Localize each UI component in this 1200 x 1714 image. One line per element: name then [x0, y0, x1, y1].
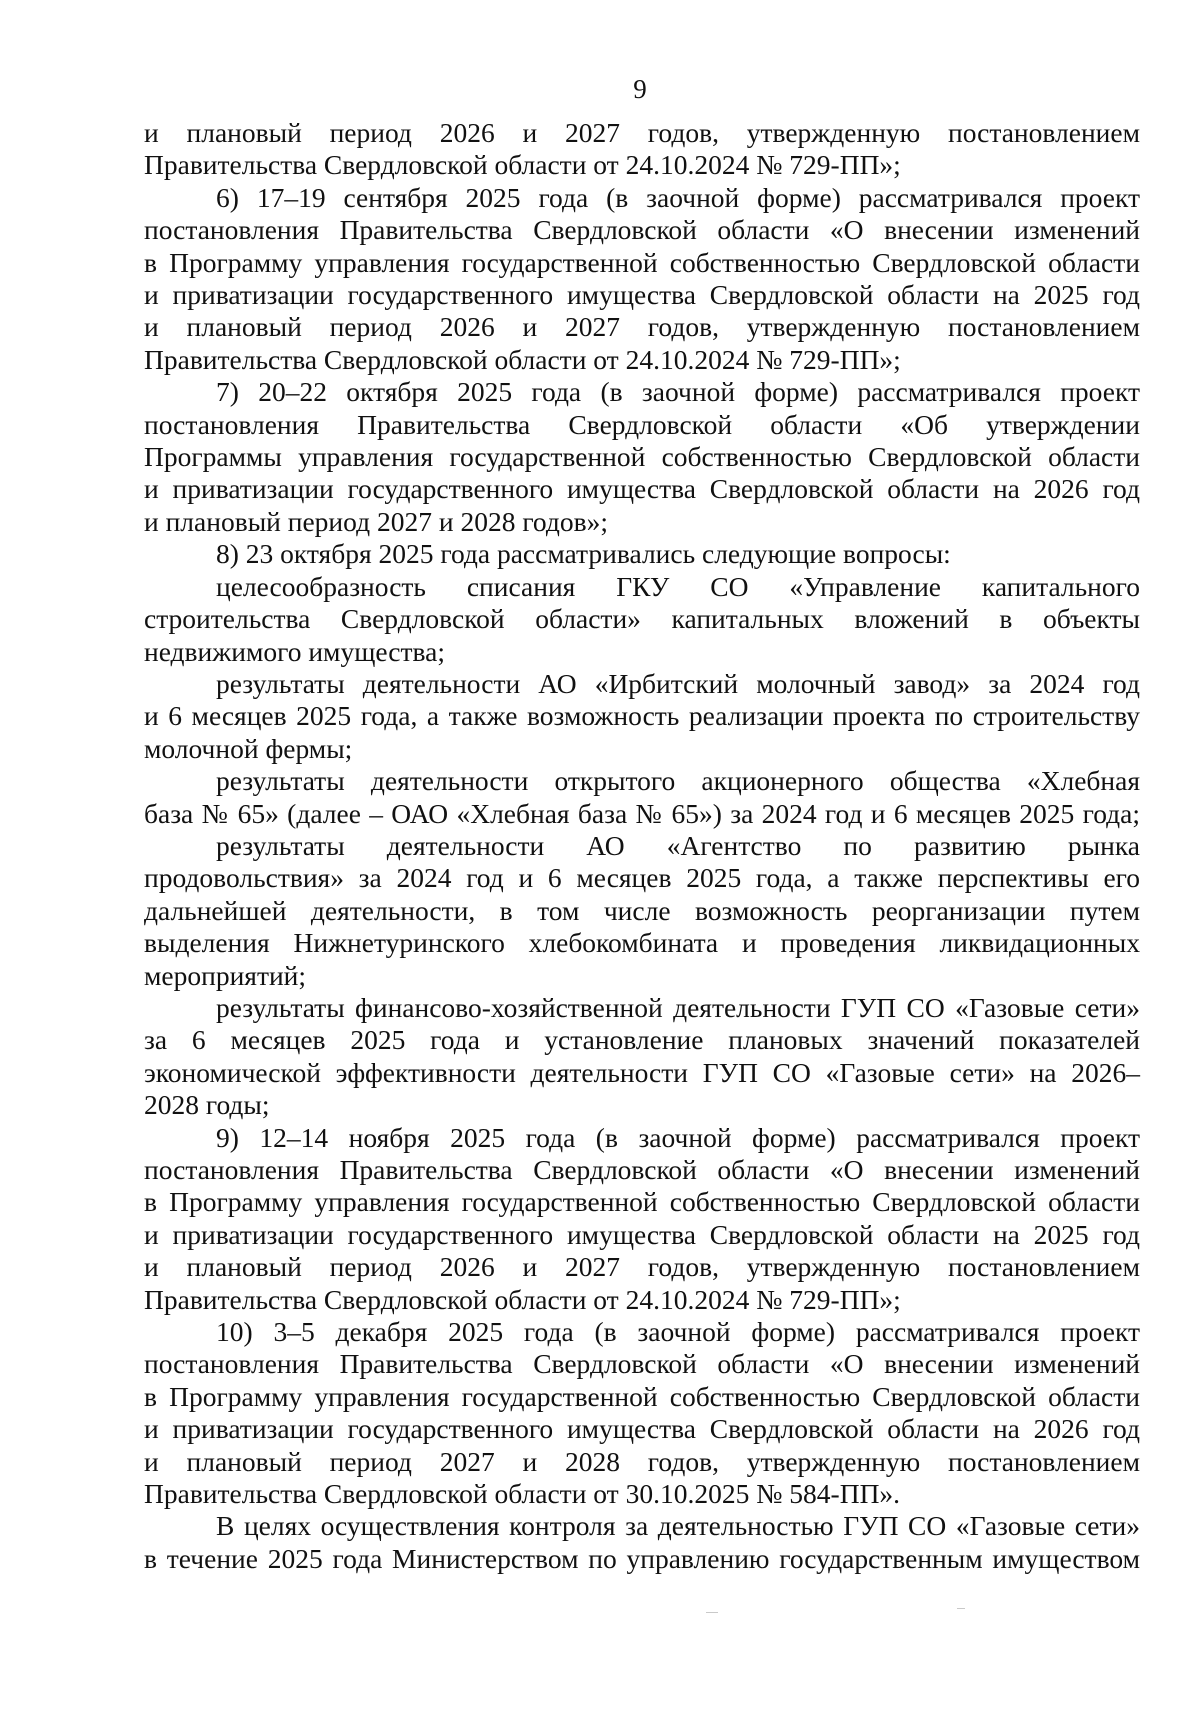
document-body: [144, 117, 1140, 1575]
scan-artifact: [957, 1608, 965, 1609]
scan-artifact: [706, 1612, 718, 1613]
text-line: и 6 месяцев 2025 года, а также возможность реализации проекта по строительству: [144, 700, 1140, 732]
text-line: 8) 23 октября 2025 года рассматривались следующие вопросы:: [216, 538, 951, 570]
text-line: 9) 12–14 ноября 2025 года (в заочной форме) рассматривался проект: [216, 1121, 1140, 1153]
text-line: целесообразность списания ГКУ СО «Управление капитального: [216, 570, 1140, 602]
text-line: Правительства Свердловской области от 24.10.2024 № 729-ПП»;: [144, 149, 901, 181]
text-line: и приватизации государственного имущества Свердловской области на 2025 год: [144, 279, 1140, 311]
text-line: результаты финансово-хозяйственной деятельности ГУП СО «Газовые сети»: [216, 991, 1140, 1023]
text-line: постановления Правительства Свердловской области «О внесении изменений: [144, 1154, 1140, 1185]
page-number: 9: [633, 74, 647, 104]
text-line: результаты деятельности открытого акционерного общества «Хлебная: [216, 765, 1140, 797]
text-line: 7) 20–22 октября 2025 года (в заочной форме) рассматривался проект: [216, 376, 1140, 408]
text-line: выделения Нижнетуринского хлебокомбината и проведения ликвидационных: [144, 927, 1140, 959]
text-line: Правительства Свердловской области от 24.10.2024 № 729-ПП»;: [144, 1283, 901, 1315]
text-line: экономической эффективности деятельности ГУП СО «Газовые сети» на 2026–: [144, 1056, 1140, 1088]
text-line: и плановый период 2027 и 2028 годов, утвержденную постановлением: [144, 1445, 1140, 1477]
text-line: недвижимого имущества;: [144, 635, 445, 667]
text-line: 2028 годы;: [144, 1089, 270, 1121]
text-line: и приватизации государственного имущества Свердловской области на 2026 год: [144, 473, 1140, 505]
text-line: Программы управления государственной собственностью Свердловской области: [144, 441, 1140, 473]
text-line: постановления Правительства Свердловской области «О внесении изменений: [144, 1348, 1140, 1380]
text-line: и плановый период 2026 и 2027 годов, утвержденную постановлением: [144, 1251, 1140, 1283]
text-line: мероприятий;: [144, 959, 307, 991]
text-line: 10) 3–5 декабря 2025 года (в заочной форме) рассматривался проект: [216, 1316, 1140, 1348]
text-line: молочной фермы;: [144, 732, 353, 764]
text-line: постановления Правительства Свердловской области «Об утверждении: [144, 408, 1140, 440]
text-line: В целях осуществления контроля за деятельностью ГУП СО «Газовые сети»: [216, 1510, 1140, 1542]
text-line: в Программу управления государственной собственностью Свердловской области: [144, 1186, 1140, 1218]
text-line: результаты деятельности АО «Ирбитский молочный завод» за 2024 год: [216, 667, 1140, 699]
text-line: и плановый период 2026 и 2027 годов, утвержденную постановлением: [144, 117, 1140, 148]
text-line: 6) 17–19 сентября 2025 года (в заочной форме) рассматривался проект: [216, 181, 1140, 213]
text-line: в Программу управления государственной собственностью Свердловской области: [144, 246, 1140, 278]
text-line: дальнейшей деятельности, в том числе возможность реорганизации путем: [144, 894, 1140, 926]
text-line: и приватизации государственного имущества Свердловской области на 2025 год: [144, 1218, 1140, 1250]
text-line: и плановый период 2027 и 2028 годов»;: [144, 505, 608, 537]
text-line: результаты деятельности АО «Агентство по развитию рынка: [216, 829, 1140, 861]
text-line: база № 65» (далее – ОАО «Хлебная база № 65») за 2024 год и 6 месяцев 2025 года;: [144, 797, 1140, 829]
text-line: строительства Свердловской области» капитальных вложений в объекты: [144, 603, 1140, 635]
text-line: и приватизации государственного имущества Свердловской области на 2026 год: [144, 1413, 1140, 1445]
text-line: за 6 месяцев 2025 года и установление плановых значений показателей: [144, 1024, 1140, 1056]
text-line: в Программу управления государственной собственностью Свердловской области: [144, 1380, 1140, 1412]
text-line: Правительства Свердловской области от 30.10.2025 № 584-ПП».: [144, 1478, 901, 1510]
text-line: Правительства Свердловской области от 24.10.2024 № 729-ПП»;: [144, 343, 901, 375]
text-line: и плановый период 2026 и 2027 годов, утвержденную постановлением: [144, 311, 1140, 343]
text-line: постановления Правительства Свердловской области «О внесении изменений: [144, 214, 1140, 246]
text-line: продовольствия» за 2024 год и 6 месяцев 2025 года, а также перспективы его: [144, 862, 1140, 894]
text-line: в течение 2025 года Министерством по управлению государственным имуществом: [144, 1542, 1140, 1574]
